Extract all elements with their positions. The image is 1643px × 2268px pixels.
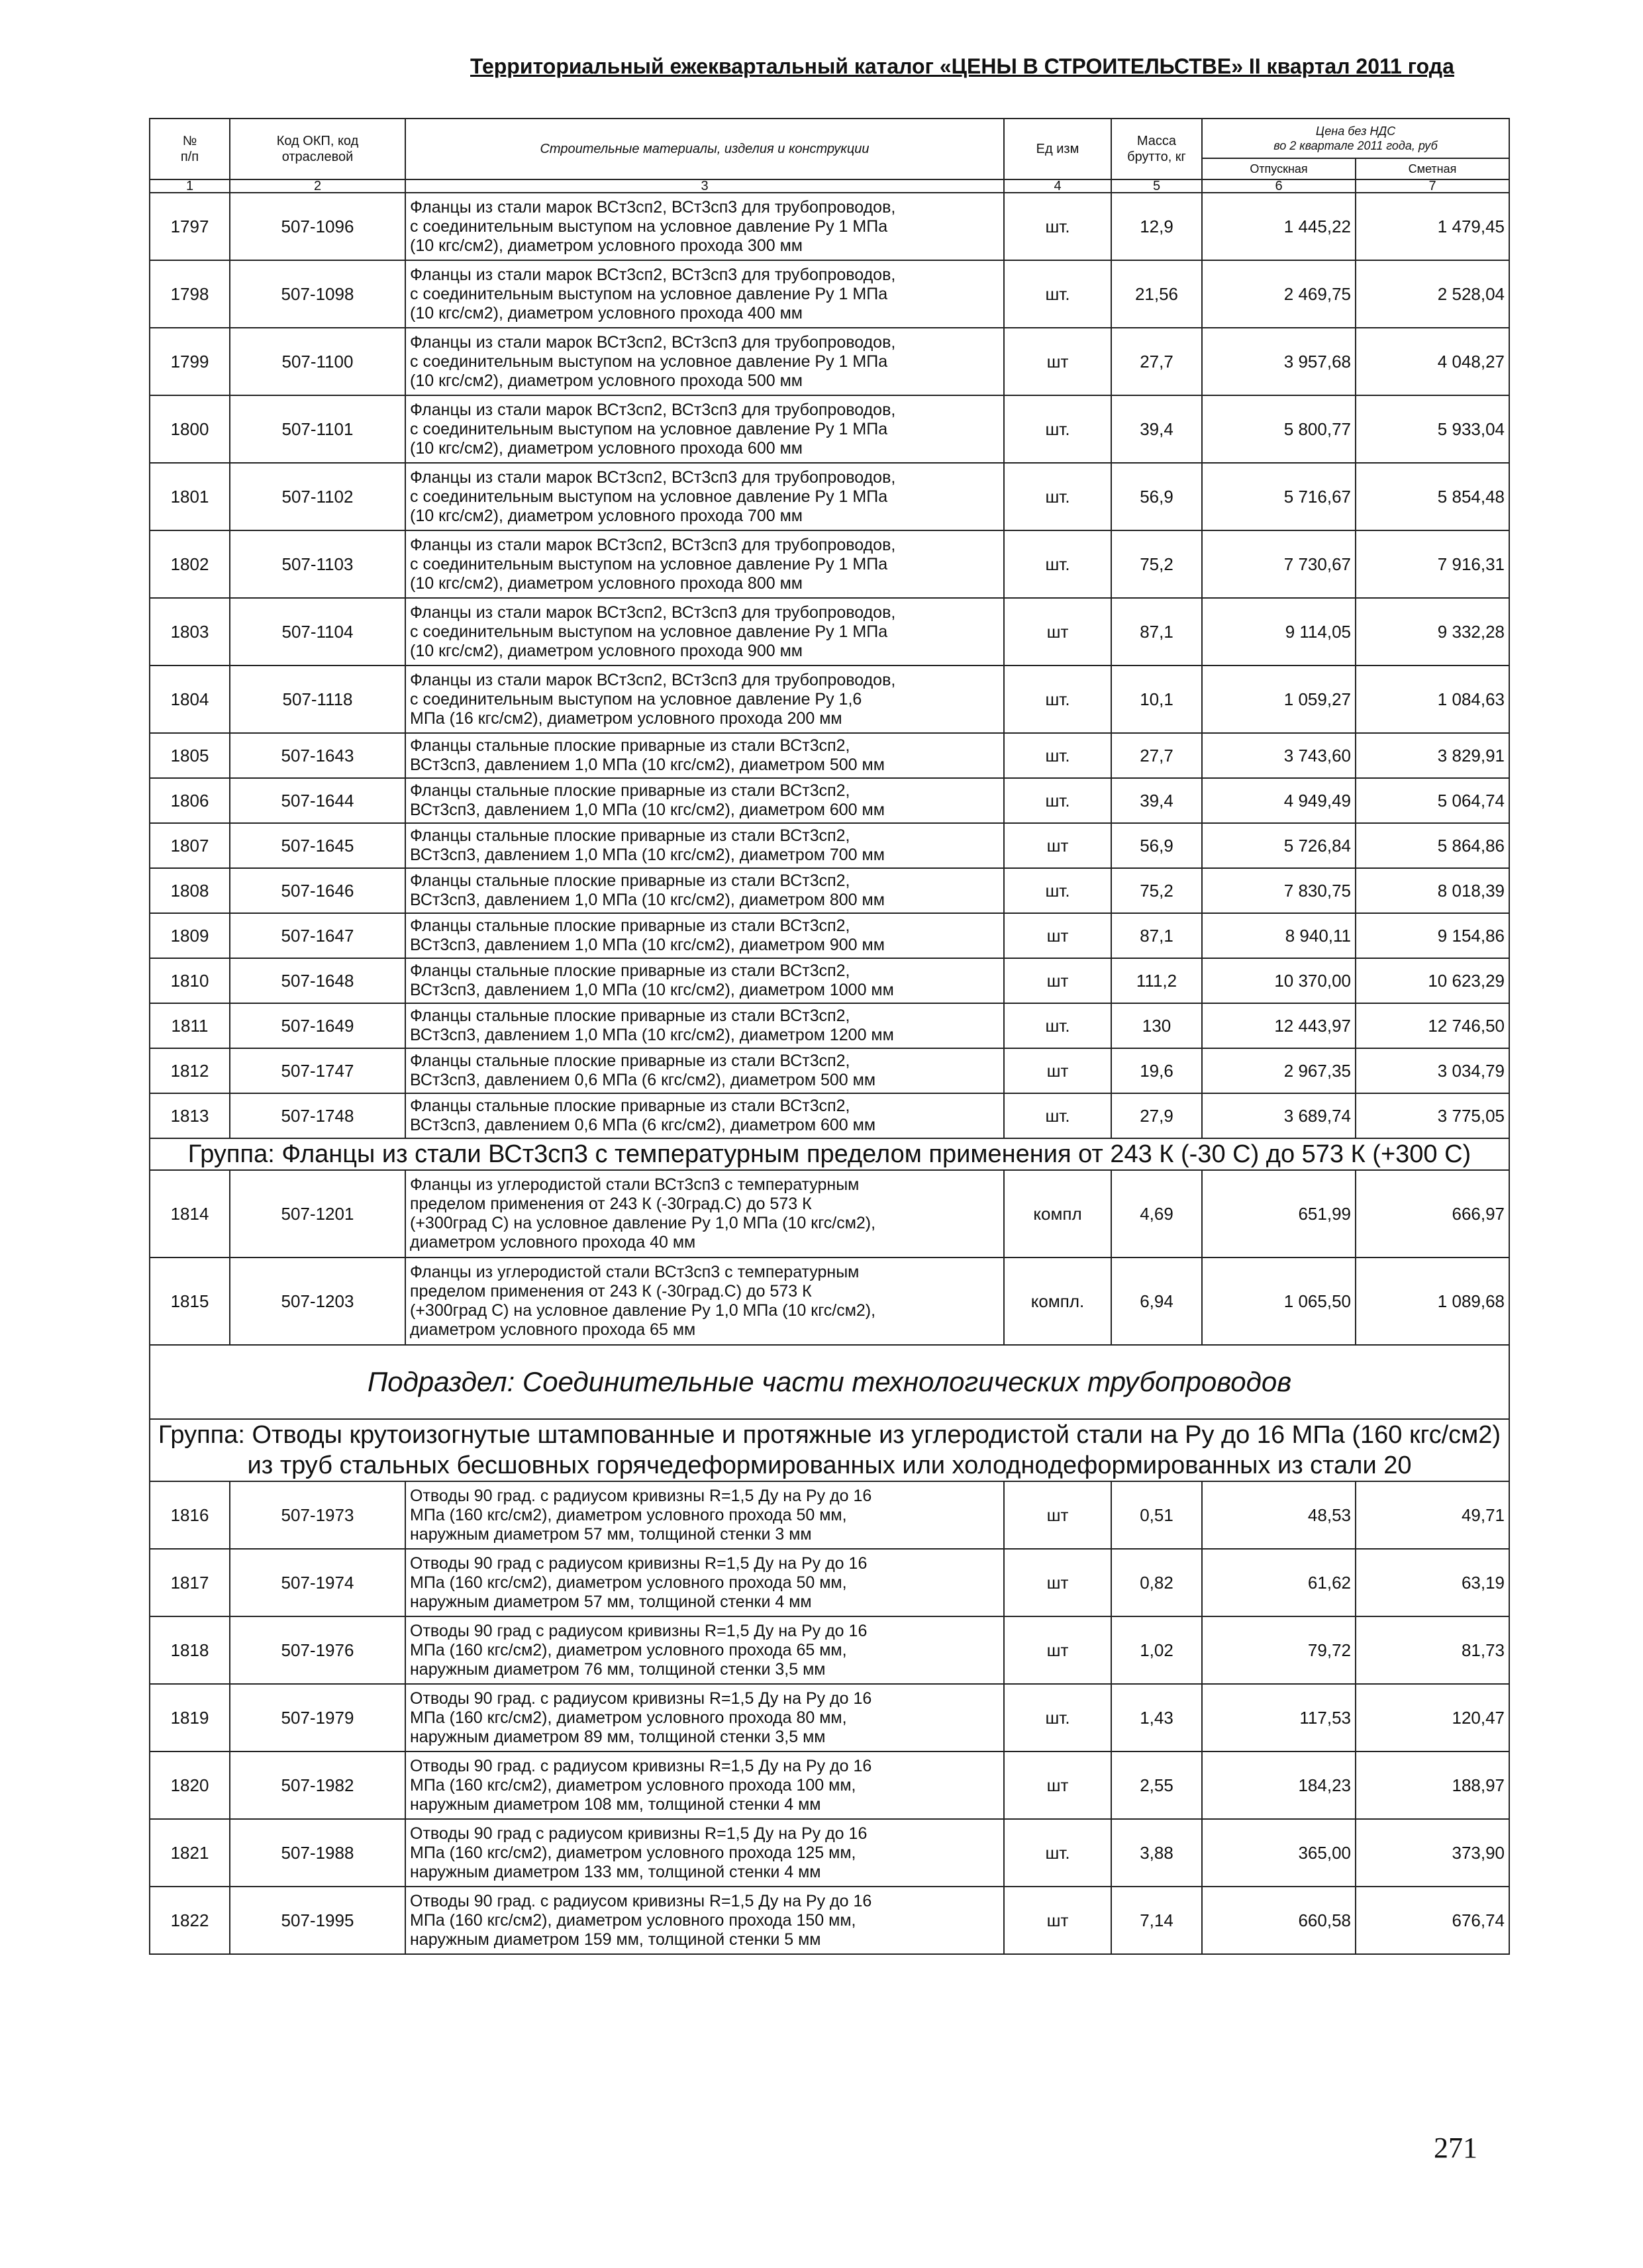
price-release: 4 949,49 — [1202, 778, 1356, 823]
gross-mass: 87,1 — [1111, 598, 1202, 666]
price-release: 10 370,00 — [1202, 958, 1356, 1003]
okp-code: 507-1118 — [230, 666, 405, 733]
gross-mass: 12,9 — [1111, 193, 1202, 260]
gross-mass: 0,51 — [1111, 1481, 1202, 1549]
price-estimate: 9 332,28 — [1356, 598, 1509, 666]
unit: шт — [1004, 1616, 1111, 1684]
row-number: 1819 — [150, 1684, 230, 1751]
material-name: Отводы 90 град с радиусом кривизны R=1,5 Ду на Ру до 16 МПа (160 кгс/см2), диаметром условного прохода 65 мм, наружным диаметром 76 мм, толщиной стенки 3,5 мм — [405, 1616, 1004, 1684]
gross-mass: 2,55 — [1111, 1751, 1202, 1819]
page-number: 271 — [1434, 2132, 1477, 2164]
row-number: 1818 — [150, 1616, 230, 1684]
price-release: 365,00 — [1202, 1819, 1356, 1887]
okp-code: 507-1100 — [230, 328, 405, 395]
row-number: 1798 — [150, 260, 230, 328]
group-header-1 — [150, 1138, 1509, 1170]
unit: шт — [1004, 823, 1111, 868]
row-number: 1807 — [150, 823, 230, 868]
unit: шт. — [1004, 1684, 1111, 1751]
material-name: Отводы 90 град с радиусом кривизны R=1,5 Ду на Ру до 16 МПа (160 кгс/см2), диаметром условного прохода 50 мм, наружным диаметром 57 мм, толщиной стенки 4 мм — [405, 1549, 1004, 1616]
gross-mass: 56,9 — [1111, 463, 1202, 530]
table-row — [150, 1048, 1509, 1093]
rows-flanges-flat — [150, 733, 1509, 1138]
rows-flanges-carbon — [150, 1170, 1509, 1345]
header-mass: Масса брутто, кг — [1111, 119, 1202, 179]
price-estimate: 12 746,50 — [1356, 1003, 1509, 1048]
gross-mass: 10,1 — [1111, 666, 1202, 733]
gross-mass: 4,69 — [1111, 1170, 1202, 1257]
okp-code: 507-1647 — [230, 913, 405, 958]
gross-mass: 75,2 — [1111, 868, 1202, 913]
price-release: 7 730,67 — [1202, 530, 1356, 598]
price-release: 9 114,05 — [1202, 598, 1356, 666]
header-name: Строительные материалы, изделия и конструкции — [405, 119, 1004, 179]
price-release: 2 967,35 — [1202, 1048, 1356, 1093]
price-release: 48,53 — [1202, 1481, 1356, 1549]
table-row — [150, 823, 1509, 868]
price-release: 1 059,27 — [1202, 666, 1356, 733]
okp-code: 507-1104 — [230, 598, 405, 666]
row-number: 1821 — [150, 1819, 230, 1887]
unit: шт. — [1004, 1819, 1111, 1887]
price-release: 184,23 — [1202, 1751, 1356, 1819]
unit: шт. — [1004, 868, 1111, 913]
unit: шт. — [1004, 260, 1111, 328]
unit: шт — [1004, 1481, 1111, 1549]
row-number: 1816 — [150, 1481, 230, 1549]
unit: шт. — [1004, 1003, 1111, 1048]
group-header-2 — [150, 1419, 1509, 1481]
gross-mass: 19,6 — [1111, 1048, 1202, 1093]
gross-mass: 87,1 — [1111, 913, 1202, 958]
unit: шт — [1004, 1048, 1111, 1093]
unit: шт. — [1004, 395, 1111, 463]
price-estimate: 3 829,91 — [1356, 733, 1509, 778]
unit: шт. — [1004, 530, 1111, 598]
material-name: Фланцы из стали марок ВСт3сп2, ВСт3сп3 для трубопроводов, с соединительным выступом на условное давление Ру 1 МПа (10 кгс/см2), диаметром условного прохода 700 мм — [405, 463, 1004, 530]
price-estimate: 5 864,86 — [1356, 823, 1509, 868]
material-name: Фланцы из стали марок ВСт3сп2, ВСт3сп3 для трубопроводов, с соединительным выступом на условное давление Ру 1 МПа (10 кгс/см2), диаметром условного прохода 900 мм — [405, 598, 1004, 666]
row-number: 1799 — [150, 328, 230, 395]
material-name: Фланцы из стали марок ВСт3сп2, ВСт3сп3 для трубопроводов, с соединительным выступом на условное давление Ру 1 МПа (10 кгс/см2), диаметром условного прохода 400 мм — [405, 260, 1004, 328]
catalog-table — [149, 118, 1510, 1955]
gross-mass: 130 — [1111, 1003, 1202, 1048]
table-row — [150, 260, 1509, 328]
rows-elbows — [150, 1481, 1509, 1954]
table-header — [150, 119, 1509, 193]
price-estimate: 3 034,79 — [1356, 1048, 1509, 1093]
unit: компл. — [1004, 1257, 1111, 1345]
row-number: 1808 — [150, 868, 230, 913]
material-name: Фланцы из стали марок ВСт3сп2, ВСт3сп3 для трубопроводов, с соединительным выступом на условное давление Ру 1 МПа (10 кгс/см2), диаметром условного прохода 300 мм — [405, 193, 1004, 260]
price-release: 5 726,84 — [1202, 823, 1356, 868]
col-number: 2 — [230, 179, 405, 193]
price-estimate: 1 084,63 — [1356, 666, 1509, 733]
row-number: 1801 — [150, 463, 230, 530]
price-release: 1 445,22 — [1202, 193, 1356, 260]
okp-code: 507-1102 — [230, 463, 405, 530]
price-release: 3 743,60 — [1202, 733, 1356, 778]
okp-code: 507-1995 — [230, 1887, 405, 1954]
gross-mass: 1,43 — [1111, 1684, 1202, 1751]
unit: шт. — [1004, 463, 1111, 530]
header-price-estimate: Сметная — [1356, 158, 1509, 179]
page-header-title: Территориальный ежеквартальный каталог «ЦЕНЫ В СТРОИТЕЛЬСТВЕ» II квартал 2011 года — [470, 54, 1454, 78]
price-release: 660,58 — [1202, 1887, 1356, 1954]
row-number: 1820 — [150, 1751, 230, 1819]
unit: шт — [1004, 1751, 1111, 1819]
table-row — [150, 868, 1509, 913]
row-number: 1809 — [150, 913, 230, 958]
price-estimate: 188,97 — [1356, 1751, 1509, 1819]
price-estimate: 7 916,31 — [1356, 530, 1509, 598]
price-estimate: 49,71 — [1356, 1481, 1509, 1549]
row-number: 1822 — [150, 1887, 230, 1954]
price-release: 2 469,75 — [1202, 260, 1356, 328]
price-estimate: 10 623,29 — [1356, 958, 1509, 1003]
header-num: № п/п — [150, 119, 230, 179]
gross-mass: 27,7 — [1111, 328, 1202, 395]
okp-code: 507-1643 — [230, 733, 405, 778]
gross-mass: 7,14 — [1111, 1887, 1202, 1954]
col-number: 3 — [405, 179, 1004, 193]
unit: шт. — [1004, 778, 1111, 823]
col-number: 6 — [1202, 179, 1356, 193]
table-row — [150, 193, 1509, 260]
price-release: 5 716,67 — [1202, 463, 1356, 530]
group-title: Группа: Фланцы из стали ВСт3сп3 с температурным пределом применения от 243 К (-30 С) до 573 К (+300 С) — [150, 1138, 1509, 1170]
table-row — [150, 1616, 1509, 1684]
okp-code: 507-1974 — [230, 1549, 405, 1616]
material-name: Отводы 90 град. с радиусом кривизны R=1,5 Ду на Ру до 16 МПа (160 кгс/см2), диаметром условного прохода 50 мм, наружным диаметром 57 мм, толщиной стенки 3 мм — [405, 1481, 1004, 1549]
section-header — [150, 1345, 1509, 1419]
price-estimate: 5 854,48 — [1356, 463, 1509, 530]
price-release: 79,72 — [1202, 1616, 1356, 1684]
price-release: 61,62 — [1202, 1549, 1356, 1616]
okp-code: 507-1982 — [230, 1751, 405, 1819]
okp-code: 507-1979 — [230, 1684, 405, 1751]
okp-code: 507-1101 — [230, 395, 405, 463]
okp-code: 507-1645 — [230, 823, 405, 868]
row-number: 1805 — [150, 733, 230, 778]
table-row — [150, 1549, 1509, 1616]
material-name: Фланцы стальные плоские приварные из стали ВСт3сп2, ВСт3сп3, давлением 1,0 МПа (10 кгс/см2), диаметром 900 мм — [405, 913, 1004, 958]
row-number: 1806 — [150, 778, 230, 823]
unit: шт — [1004, 328, 1111, 395]
price-estimate: 2 528,04 — [1356, 260, 1509, 328]
row-number: 1811 — [150, 1003, 230, 1048]
group-title: Группа: Отводы крутоизогнутые штампованные и протяжные из углеродистой стали на Ру до 16 МПа (160 кгс/см2) из труб стальных бесшовных горячедеформированных или холоднодеформированных из стали 20 — [150, 1419, 1509, 1481]
row-number: 1802 — [150, 530, 230, 598]
unit: компл — [1004, 1170, 1111, 1257]
material-name: Фланцы стальные плоские приварные из стали ВСт3сп2, ВСт3сп3, давлением 1,0 МПа (10 кгс/см2), диаметром 800 мм — [405, 868, 1004, 913]
gross-mass: 56,9 — [1111, 823, 1202, 868]
table-row — [150, 1751, 1509, 1819]
material-name: Фланцы из стали марок ВСт3сп2, ВСт3сп3 для трубопроводов, с соединительным выступом на условное давление Ру 1 МПа (10 кгс/см2), диаметром условного прохода 500 мм — [405, 328, 1004, 395]
table-row — [150, 530, 1509, 598]
gross-mass: 6,94 — [1111, 1257, 1202, 1345]
price-estimate: 120,47 — [1356, 1684, 1509, 1751]
okp-code: 507-1988 — [230, 1819, 405, 1887]
price-estimate: 8 018,39 — [1356, 868, 1509, 913]
table-row — [150, 1887, 1509, 1954]
col-number: 7 — [1356, 179, 1509, 193]
row-number: 1797 — [150, 193, 230, 260]
table-row — [150, 1093, 1509, 1138]
header-code: Код ОКП, код отраслевой — [230, 119, 405, 179]
material-name: Фланцы стальные плоские приварные из стали ВСт3сп2, ВСт3сп3, давлением 1,0 МПа (10 кгс/см2), диаметром 500 мм — [405, 733, 1004, 778]
gross-mass: 0,82 — [1111, 1549, 1202, 1616]
price-estimate: 676,74 — [1356, 1887, 1509, 1954]
table-row — [150, 1819, 1509, 1887]
price-release: 651,99 — [1202, 1170, 1356, 1257]
okp-code: 507-1649 — [230, 1003, 405, 1048]
table-row — [150, 395, 1509, 463]
material-name: Отводы 90 град. с радиусом кривизны R=1,5 Ду на Ру до 16 МПа (160 кгс/см2), диаметром условного прохода 100 мм, наружным диаметром 108 мм, толщиной стенки 4 мм — [405, 1751, 1004, 1819]
material-name: Фланцы стальные плоские приварные из стали ВСт3сп2, ВСт3сп3, давлением 1,0 МПа (10 кгс/см2), диаметром 700 мм — [405, 823, 1004, 868]
okp-code: 507-1103 — [230, 530, 405, 598]
gross-mass: 1,02 — [1111, 1616, 1202, 1684]
row-number: 1814 — [150, 1170, 230, 1257]
price-estimate: 4 048,27 — [1356, 328, 1509, 395]
unit: шт. — [1004, 666, 1111, 733]
col-number: 4 — [1004, 179, 1111, 193]
okp-code: 507-1976 — [230, 1616, 405, 1684]
price-release: 3 957,68 — [1202, 328, 1356, 395]
gross-mass: 21,56 — [1111, 260, 1202, 328]
gross-mass: 3,88 — [1111, 1819, 1202, 1887]
price-estimate: 63,19 — [1356, 1549, 1509, 1616]
unit: шт. — [1004, 193, 1111, 260]
okp-code: 507-1201 — [230, 1170, 405, 1257]
row-number: 1804 — [150, 666, 230, 733]
price-release: 8 940,11 — [1202, 913, 1356, 958]
table-row — [150, 328, 1509, 395]
row-number: 1813 — [150, 1093, 230, 1138]
price-estimate: 5 933,04 — [1356, 395, 1509, 463]
row-number: 1800 — [150, 395, 230, 463]
table-row — [150, 1170, 1509, 1257]
price-estimate: 666,97 — [1356, 1170, 1509, 1257]
material-name: Отводы 90 град. с радиусом кривизны R=1,5 Ду на Ру до 16 МПа (160 кгс/см2), диаметром условного прохода 80 мм, наружным диаметром 89 мм, толщиной стенки 3,5 мм — [405, 1684, 1004, 1751]
material-name: Фланцы стальные плоские приварные из стали ВСт3сп2, ВСт3сп3, давлением 1,0 МПа (10 кгс/см2), диаметром 600 мм — [405, 778, 1004, 823]
header-unit: Ед изм — [1004, 119, 1111, 179]
okp-code: 507-1096 — [230, 193, 405, 260]
unit: шт — [1004, 1887, 1111, 1954]
price-release: 5 800,77 — [1202, 395, 1356, 463]
header-price-release: Отпускная — [1202, 158, 1356, 179]
table-row — [150, 1003, 1509, 1048]
row-number: 1810 — [150, 958, 230, 1003]
price-estimate: 81,73 — [1356, 1616, 1509, 1684]
table-row — [150, 1684, 1509, 1751]
material-name: Фланцы из стали марок ВСт3сп2, ВСт3сп3 для трубопроводов, с соединительным выступом на условное давление Ру 1 МПа (10 кгс/см2), диаметром условного прохода 600 мм — [405, 395, 1004, 463]
price-release: 3 689,74 — [1202, 1093, 1356, 1138]
unit: шт. — [1004, 733, 1111, 778]
gross-mass: 27,9 — [1111, 1093, 1202, 1138]
table-row — [150, 733, 1509, 778]
material-name: Фланцы стальные плоские приварные из стали ВСт3сп2, ВСт3сп3, давлением 1,0 МПа (10 кгс/см2), диаметром 1200 мм — [405, 1003, 1004, 1048]
header-price-group: Цена без НДС во 2 квартале 2011 года, руб — [1202, 119, 1509, 158]
unit: шт — [1004, 598, 1111, 666]
okp-code: 507-1748 — [230, 1093, 405, 1138]
col-number: 1 — [150, 179, 230, 193]
section-title: Подраздел: Соединительные части технологических трубопроводов — [150, 1345, 1509, 1419]
material-name: Отводы 90 град с радиусом кривизны R=1,5 Ду на Ру до 16 МПа (160 кгс/см2), диаметром условного прохода 125 мм, наружным диаметром 133 мм, толщиной стенки 4 мм — [405, 1819, 1004, 1887]
price-release: 12 443,97 — [1202, 1003, 1356, 1048]
gross-mass: 111,2 — [1111, 958, 1202, 1003]
price-estimate: 1 089,68 — [1356, 1257, 1509, 1345]
table-row — [150, 913, 1509, 958]
price-estimate: 1 479,45 — [1356, 193, 1509, 260]
price-estimate: 373,90 — [1356, 1819, 1509, 1887]
row-number: 1815 — [150, 1257, 230, 1345]
table-row — [150, 463, 1509, 530]
price-estimate: 3 775,05 — [1356, 1093, 1509, 1138]
gross-mass: 39,4 — [1111, 778, 1202, 823]
okp-code: 507-1644 — [230, 778, 405, 823]
okp-code: 507-1648 — [230, 958, 405, 1003]
row-number: 1812 — [150, 1048, 230, 1093]
table-row — [150, 1257, 1509, 1345]
table-row — [150, 778, 1509, 823]
okp-code: 507-1646 — [230, 868, 405, 913]
col-number: 5 — [1111, 179, 1202, 193]
gross-mass: 75,2 — [1111, 530, 1202, 598]
okp-code: 507-1747 — [230, 1048, 405, 1093]
table-row — [150, 666, 1509, 733]
price-estimate: 9 154,86 — [1356, 913, 1509, 958]
row-number: 1817 — [150, 1549, 230, 1616]
material-name: Фланцы из углеродистой стали ВСт3сп3 с температурным пределом применения от 243 К (-30град.С) до 573 К (+300град С) на условное давление Ру 1,0 МПа (10 кгс/см2), диаметром условного прохода 65 мм — [405, 1257, 1004, 1345]
table-row — [150, 958, 1509, 1003]
material-name: Фланцы стальные плоские приварные из стали ВСт3сп2, ВСт3сп3, давлением 0,6 МПа (6 кгс/см2), диаметром 600 мм — [405, 1093, 1004, 1138]
material-name: Фланцы стальные плоские приварные из стали ВСт3сп2, ВСт3сп3, давлением 1,0 МПа (10 кгс/см2), диаметром 1000 мм — [405, 958, 1004, 1003]
unit: шт. — [1004, 1093, 1111, 1138]
okp-code: 507-1203 — [230, 1257, 405, 1345]
rows-flanges-collar — [150, 193, 1509, 733]
gross-mass: 39,4 — [1111, 395, 1202, 463]
price-estimate: 5 064,74 — [1356, 778, 1509, 823]
material-name: Отводы 90 град. с радиусом кривизны R=1,5 Ду на Ру до 16 МПа (160 кгс/см2), диаметром условного прохода 150 мм, наружным диаметром 159 мм, толщиной стенки 5 мм — [405, 1887, 1004, 1954]
price-release: 7 830,75 — [1202, 868, 1356, 913]
material-name: Фланцы стальные плоские приварные из стали ВСт3сп2, ВСт3сп3, давлением 0,6 МПа (6 кгс/см2), диаметром 500 мм — [405, 1048, 1004, 1093]
table-row — [150, 1481, 1509, 1549]
unit: шт — [1004, 958, 1111, 1003]
material-name: Фланцы из углеродистой стали ВСт3сп3 с температурным пределом применения от 243 К (-30град.С) до 573 К (+300град С) на условное давление Ру 1,0 МПа (10 кгс/см2), диаметром условного прохода 40 мм — [405, 1170, 1004, 1257]
unit: шт — [1004, 913, 1111, 958]
row-number: 1803 — [150, 598, 230, 666]
okp-code: 507-1973 — [230, 1481, 405, 1549]
material-name: Фланцы из стали марок ВСт3сп2, ВСт3сп3 для трубопроводов, с соединительным выступом на условное давление Ру 1,6 МПа (16 кгс/см2), диаметром условного прохода 200 мм — [405, 666, 1004, 733]
material-name: Фланцы из стали марок ВСт3сп2, ВСт3сп3 для трубопроводов, с соединительным выступом на условное давление Ру 1 МПа (10 кгс/см2), диаметром условного прохода 800 мм — [405, 530, 1004, 598]
table-row — [150, 598, 1509, 666]
price-release: 117,53 — [1202, 1684, 1356, 1751]
unit: шт — [1004, 1549, 1111, 1616]
okp-code: 507-1098 — [230, 260, 405, 328]
price-release: 1 065,50 — [1202, 1257, 1356, 1345]
gross-mass: 27,7 — [1111, 733, 1202, 778]
